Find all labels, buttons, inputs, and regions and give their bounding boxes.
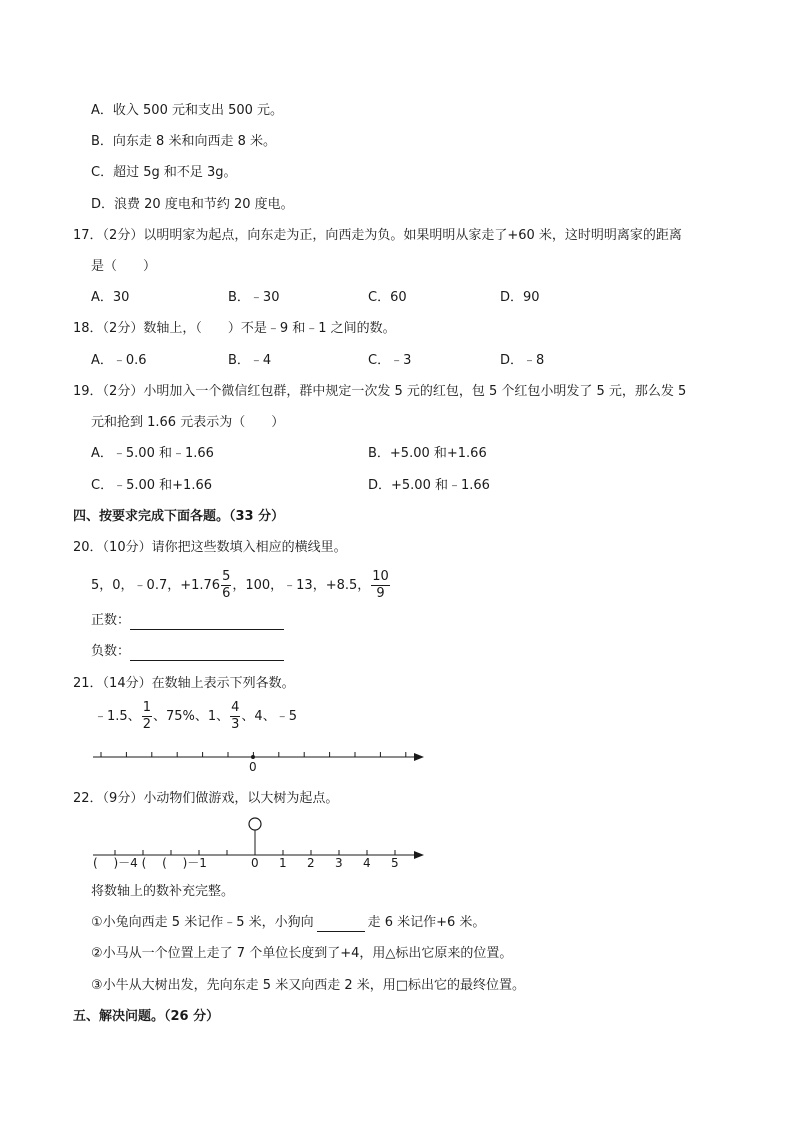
q19-stem-line2: 元和抢到 1.66 元表示为（ ）: [91, 415, 285, 430]
q22-item-3: ③小牛从大树出发，先向东走 5 米又向西走 2 米，用□标出它的最终位置。: [91, 978, 526, 993]
q17-option-b: B．﹣30: [228, 290, 280, 305]
q22-axis-arrow: [414, 851, 424, 859]
q21-zero-label: 0: [249, 760, 257, 774]
q20-negative-label: 负数：: [91, 644, 131, 659]
q21-n1: ﹣1.5、: [94, 709, 141, 724]
q21-f1-numerator: 1: [142, 700, 151, 715]
q22-item1-prefix: ①小兔向西走 5 米记作﹣5 米，小狗向: [91, 915, 314, 930]
q16-option-d: D．浪费 20 度电和节约 20 度电。: [91, 197, 294, 212]
section-4-heading: 四、按要求完成下面各题。（33 分）: [73, 509, 285, 524]
q22-item-1: [91, 914, 485, 932]
q20-frac1-denominator: 6: [222, 586, 231, 601]
q22-axis-label: 4: [363, 856, 371, 870]
q22-right-labels: [251, 856, 399, 870]
q22-axis-label: 5: [391, 856, 399, 870]
q19-stem-line1: 19．（2分）小明加入一个微信红包群，群中规定一次发 5 元的红包，包 5 个红包小明发了 5 元，那么发 5: [73, 384, 687, 399]
q22-direction-blank[interactable]: [317, 916, 365, 932]
tree-circle-icon: [249, 818, 261, 830]
q22-axis-label: 3: [335, 856, 343, 870]
q20-numbers-mid: ，100，﹣13，+8.5，: [232, 578, 371, 593]
q16-option-c: C．超过 5g 和不足 3g。: [91, 165, 237, 180]
q17-stem-line1: 17．（2分）以明明家为起点，向东走为正，向西走为负。如果明明从家走了+60 米，这时明明离家的距离: [73, 228, 682, 243]
q21-n3: 、4、﹣5: [241, 709, 297, 724]
q18-option-c: C．﹣3: [368, 353, 412, 368]
q22-stem: 22．（9分）小动物们做游戏，以大树为起点。: [73, 791, 339, 806]
q17-option-a: A．30: [91, 290, 130, 305]
q21-origin-dot: [251, 755, 255, 759]
q18-option-a: A．﹣0.6: [91, 353, 147, 368]
q22-ticks: [115, 850, 395, 855]
q18-stem: 18．（2分）数轴上，（ ）不是﹣9 和﹣1 之间的数。: [73, 321, 396, 336]
q20-stem: 20．（10分）请你把这些数填入相应的横线里。: [73, 540, 347, 555]
q20-numbers-prefix: 5，0，﹣0.7，+1.76: [91, 578, 221, 593]
q20-frac1-numerator: 5: [222, 569, 231, 584]
q22-item-2: ②小马从一个位置上走了 7 个单位长度到了+4，用△标出它原来的位置。: [91, 946, 513, 961]
q20-frac2-numerator: 10: [372, 569, 389, 584]
q22-instruction: 将数轴上的数补充完整。: [91, 884, 235, 899]
q22-axis-label: 1: [279, 856, 287, 870]
q16-option-b: B．向东走 8 米和向西走 8 米。: [91, 134, 276, 149]
q21-f1-denominator: 2: [142, 717, 151, 732]
section-5-heading: 五、解决问题。（26 分）: [73, 1009, 220, 1024]
q19-option-b: B．+5.00 和+1.66: [368, 446, 487, 461]
q17-option-c: C．60: [368, 290, 407, 305]
q20-positive-label: 正数：: [91, 613, 131, 628]
q21-f2-numerator: 4: [231, 700, 240, 715]
q18-option-b: B．﹣4: [228, 353, 272, 368]
q21-number-line: [93, 752, 424, 774]
q16-option-a: A．收入 500 元和支出 500 元。: [91, 103, 284, 118]
q18-option-d: D．﹣8: [500, 353, 545, 368]
q19-option-c: C．﹣5.00 和+1.66: [91, 478, 212, 493]
q22-axis-label: 2: [307, 856, 315, 870]
q22-item1-suffix: 走 6 米记作+6 米。: [367, 915, 486, 930]
q22-left-labels: ( )－4 ( ( )－1: [93, 856, 207, 870]
q17-option-d: D．90: [500, 290, 540, 305]
q22-number-line: [93, 818, 424, 870]
q19-option-a: A．﹣5.00 和﹣1.66: [91, 446, 214, 461]
q22-axis-label: 0: [251, 856, 259, 870]
q20-frac2-denominator: 9: [376, 586, 385, 601]
q21-f2-denominator: 3: [231, 717, 240, 732]
q21-axis-arrow: [414, 753, 424, 761]
q21-n2: 、75%、1、: [152, 709, 230, 724]
q21-stem: 21．（14分）在数轴上表示下列各数。: [73, 676, 295, 691]
q17-stem-line2: 是（ ）: [91, 259, 157, 274]
q19-option-d: D．+5.00 和﹣1.66: [368, 478, 490, 493]
